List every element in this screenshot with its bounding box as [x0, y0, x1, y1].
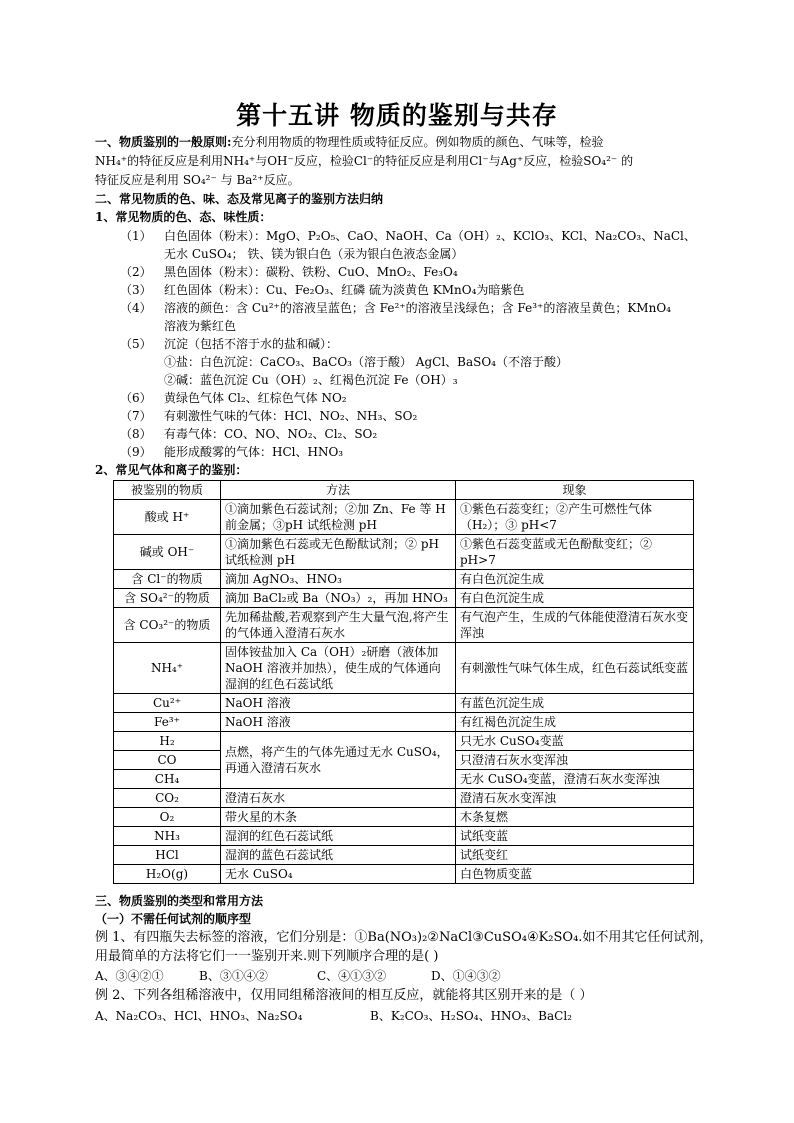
cell-phenomenon: 无水 CuSO₄变蓝，澄清石灰水变浑浊 — [456, 770, 694, 789]
cell-substance: 酸或 H⁺ — [114, 500, 221, 535]
property-item — [120, 390, 347, 406]
cell-substance: CH₄ — [114, 770, 221, 789]
table-row — [114, 732, 694, 751]
table-row — [114, 827, 694, 846]
cell-phenomenon: 有刺激性气味气体生成，红色石蕊试纸变蓝 — [456, 643, 694, 694]
ex2-option-b: B、K₂CO₃、H₂SO₄、HNO₃、BaCl₂ — [370, 1009, 572, 1023]
table-row — [114, 808, 694, 827]
example2-line1: 例 2、下列各组稀溶液中，仅用同组稀溶液间的相互反应，就能将其区别开来的是（ ） — [95, 988, 593, 1003]
cell-phenomenon: 只无水 CuSO₄变蓝 — [456, 732, 694, 751]
property-item — [120, 372, 458, 388]
property-item — [120, 282, 524, 298]
property-item — [120, 300, 671, 316]
cell-method: 滴加 BaCl₂或 Ba（NO₃）₂，再加 HNO₃ — [221, 589, 456, 608]
cell-substance: NH₃ — [114, 827, 221, 846]
property-item-number: （2） — [120, 265, 152, 279]
property-item-text: 溶液为紫红色 — [164, 319, 237, 333]
table-row — [114, 500, 694, 535]
cell-method: 点燃，将产生的气体先通过无水 CuSO₄，再通入澄清石灰水 — [221, 732, 456, 789]
cell-phenomenon: 只澄清石灰水变浑浊 — [456, 751, 694, 770]
section1-line3: 特征反应是利用 SO₄²⁻ 与 Ba²⁺反应。 — [95, 173, 300, 187]
table-row — [114, 846, 694, 865]
cell-substance: HCl — [114, 846, 221, 865]
cell-substance: 碱或 OH⁻ — [114, 535, 221, 570]
section1-line1 — [95, 134, 603, 150]
cell-phenomenon: 有白色沉淀生成 — [456, 589, 694, 608]
property-item — [120, 426, 377, 442]
section1-heading: 一、物质鉴别的一般原则: — [95, 135, 232, 149]
property-item-text: 黑色固体（粉末）：碳粉、铁粉、CuO、MnO₂、Fe₃O₄ — [164, 265, 458, 279]
property-item-number: （1） — [120, 229, 152, 243]
property-item — [120, 354, 568, 370]
header-method: 方法 — [221, 481, 456, 500]
cell-substance: Cu²⁺ — [114, 694, 221, 713]
table-row — [114, 789, 694, 808]
example1-line2: 用最简单的方法将它们一一鉴别开来.则下列顺序合理的是( ) — [95, 949, 439, 964]
property-item-number: （3） — [120, 283, 152, 297]
cell-substance: 含 CO₃²⁻的物质 — [114, 608, 221, 643]
section1-line2: NH₄⁺的特征反应是利用NH₄⁺与OH⁻反应，检验Cl⁻的特征反应是利用Cl⁻与Ag⁺反应，检验SO₄²⁻ 的 — [95, 154, 634, 168]
cell-substance: Fe³⁺ — [114, 713, 221, 732]
cell-method: 先加稀盐酸,若观察到产生大量气泡,将产生的气体通入澄清石灰水 — [221, 608, 456, 643]
property-item — [120, 228, 696, 244]
property-item-number: （8） — [120, 427, 152, 441]
table-row — [114, 694, 694, 713]
property-item — [120, 336, 338, 352]
cell-substance: H₂O(g) — [114, 865, 221, 884]
page-title: 第十五讲 物质的鉴别与共存 — [236, 101, 558, 130]
example1-options — [95, 968, 501, 984]
property-item-text: 无水 CuSO₄； 铁、镁为银白色（汞为银白色液态金属） — [164, 247, 464, 261]
ex1-option-a: A、③④②① — [95, 969, 164, 983]
cell-phenomenon: 澄清石灰水变浑浊 — [456, 789, 694, 808]
property-item-text: 溶液的颜色：含 Cu²⁺的溶液呈蓝色；含 Fe²⁺的溶液呈浅绿色；含 Fe³⁺的溶液呈黄色；KMnO₄ — [164, 301, 671, 315]
cell-substance: 含 SO₄²⁻的物质 — [114, 589, 221, 608]
cell-method: 无水 CuSO₄ — [221, 865, 456, 884]
cell-phenomenon: 有白色沉淀生成 — [456, 570, 694, 589]
property-item — [120, 246, 463, 262]
cell-method: 固体铵盐加入 Ca（OH）₂研磨（液体加 NaOH 溶液并加热），使生成的气体通向湿润的红色石蕊试纸 — [221, 643, 456, 694]
cell-method: 澄清石灰水 — [221, 789, 456, 808]
cell-method: NaOH 溶液 — [221, 694, 456, 713]
property-item-text: 有毒气体：CO、NO、NO₂、Cl₂、SO₂ — [164, 427, 378, 441]
cell-phenomenon: 木条复燃 — [456, 808, 694, 827]
table-row — [114, 570, 694, 589]
property-item-text: 黄绿色气体 Cl₂、红棕色气体 NO₂ — [164, 391, 347, 405]
section3-sub1: （一）不需任何试剂的顺序型 — [95, 912, 252, 926]
property-item-text: ②碱：蓝色沉淀 Cu（OH）₂、红褐色沉淀 Fe（OH）₃ — [164, 373, 458, 387]
property-item-text: 有刺激性气味的气体：HCl、NO₂、NH₃、SO₂ — [164, 409, 418, 423]
ex2-option-a: A、Na₂CO₃、HCl、HNO₃、Na₂SO₄ — [95, 1009, 303, 1023]
cell-substance: 含 Cl⁻的物质 — [114, 570, 221, 589]
cell-substance: H₂ — [114, 732, 221, 751]
ex1-option-b: B、③①④② — [199, 969, 268, 983]
cell-substance: CO — [114, 751, 221, 770]
property-item-text: 沉淀（包括不溶于水的盐和碱）： — [164, 337, 339, 351]
property-item-text: 红色固体（粉末）：Cu、Fe₂O₃、红磷 硫为淡黄色 KMnO₄为暗紫色 — [164, 283, 525, 297]
example2-options — [95, 1008, 572, 1024]
cell-phenomenon: ①紫色石蕊变蓝或无色酚酞变红；② pH>7 — [456, 535, 694, 570]
table-row — [114, 535, 694, 570]
header-substance: 被鉴别的物质 — [114, 481, 221, 500]
cell-method: 滴加 AgNO₃、HNO₃ — [221, 570, 456, 589]
section3-heading: 三、物质鉴别的类型和常用方法 — [95, 894, 264, 908]
property-item-number: （9） — [120, 445, 152, 459]
property-item — [120, 408, 417, 424]
cell-substance: NH₄⁺ — [114, 643, 221, 694]
ex1-option-d: D、①④③② — [431, 969, 501, 983]
table-row — [114, 865, 694, 884]
property-item-number: （4） — [120, 301, 152, 315]
section2-heading: 二、常见物质的色、味、态及常见离子的鉴别方法归纳 — [95, 192, 384, 206]
cell-method: NaOH 溶液 — [221, 713, 456, 732]
cell-phenomenon: 试纸变蓝 — [456, 827, 694, 846]
property-item — [120, 318, 236, 334]
cell-substance: O₂ — [114, 808, 221, 827]
property-item — [120, 264, 458, 280]
cell-phenomenon: 有气泡产生，生成的气体能使澄清石灰水变浑浊 — [456, 608, 694, 643]
property-item-number: （7） — [120, 409, 152, 423]
section2-sub2: 2、常见气体和离子的鉴别： — [95, 463, 248, 477]
cell-substance: CO₂ — [114, 789, 221, 808]
property-item-text: 白色固体（粉末）：MgO、P₂O₅、CaO、NaOH、Ca（OH）₂、KClO₃、KCl、Na₂CO₃、NaCl、 — [164, 229, 696, 243]
ex1-option-c: C、④①③② — [317, 969, 387, 983]
cell-phenomenon: 白色物质变蓝 — [456, 865, 694, 884]
property-item-text: 能形成酸雾的气体：HCl、HNO₃ — [164, 445, 344, 459]
cell-method: ①滴加紫色石蕊试剂；②加 Zn、Fe 等 H 前金属；③pH 试纸检测 pH — [221, 500, 456, 535]
cell-method: ①滴加紫色石蕊或无色酚酞试剂；② pH 试纸检测 pH — [221, 535, 456, 570]
identification-table — [113, 480, 694, 884]
property-item-number: （5） — [120, 337, 152, 351]
section1-text1: 充分利用物质的物理性质或特征反应。例如物质的颜色、气味等，检验 — [231, 135, 604, 149]
cell-phenomenon: 试纸变红 — [456, 846, 694, 865]
table-row — [114, 589, 694, 608]
table-header-row — [114, 481, 694, 500]
cell-method: 湿润的红色石蕊试纸 — [221, 827, 456, 846]
property-item — [120, 444, 343, 460]
cell-phenomenon: ①紫色石蕊变红；②产生可燃性气体（H₂）；③ pH<7 — [456, 500, 694, 535]
example1-line1: 例 1、有四瓶失去标签的溶液，它们分别是：①Ba(NO₃)₂②NaCl③CuSO₄④K₂SO₄.如不用其它任何试剂， — [95, 930, 713, 945]
cell-method: 带火星的木条 — [221, 808, 456, 827]
property-item-text: ①盐：白色沉淀：CaCO₃、BaCO₃（溶于酸） AgCl、BaSO₄（不溶于酸） — [164, 355, 568, 369]
cell-method: 湿润的蓝色石蕊试纸 — [221, 846, 456, 865]
cell-phenomenon: 有蓝色沉淀生成 — [456, 694, 694, 713]
table-row — [114, 713, 694, 732]
header-phenomenon: 现象 — [456, 481, 694, 500]
table-row — [114, 643, 694, 694]
section2-sub1: 1、常见物质的色、态、味性质： — [95, 210, 272, 224]
property-item-number: （6） — [120, 391, 152, 405]
table-row — [114, 608, 694, 643]
cell-phenomenon: 有红褐色沉淀生成 — [456, 713, 694, 732]
